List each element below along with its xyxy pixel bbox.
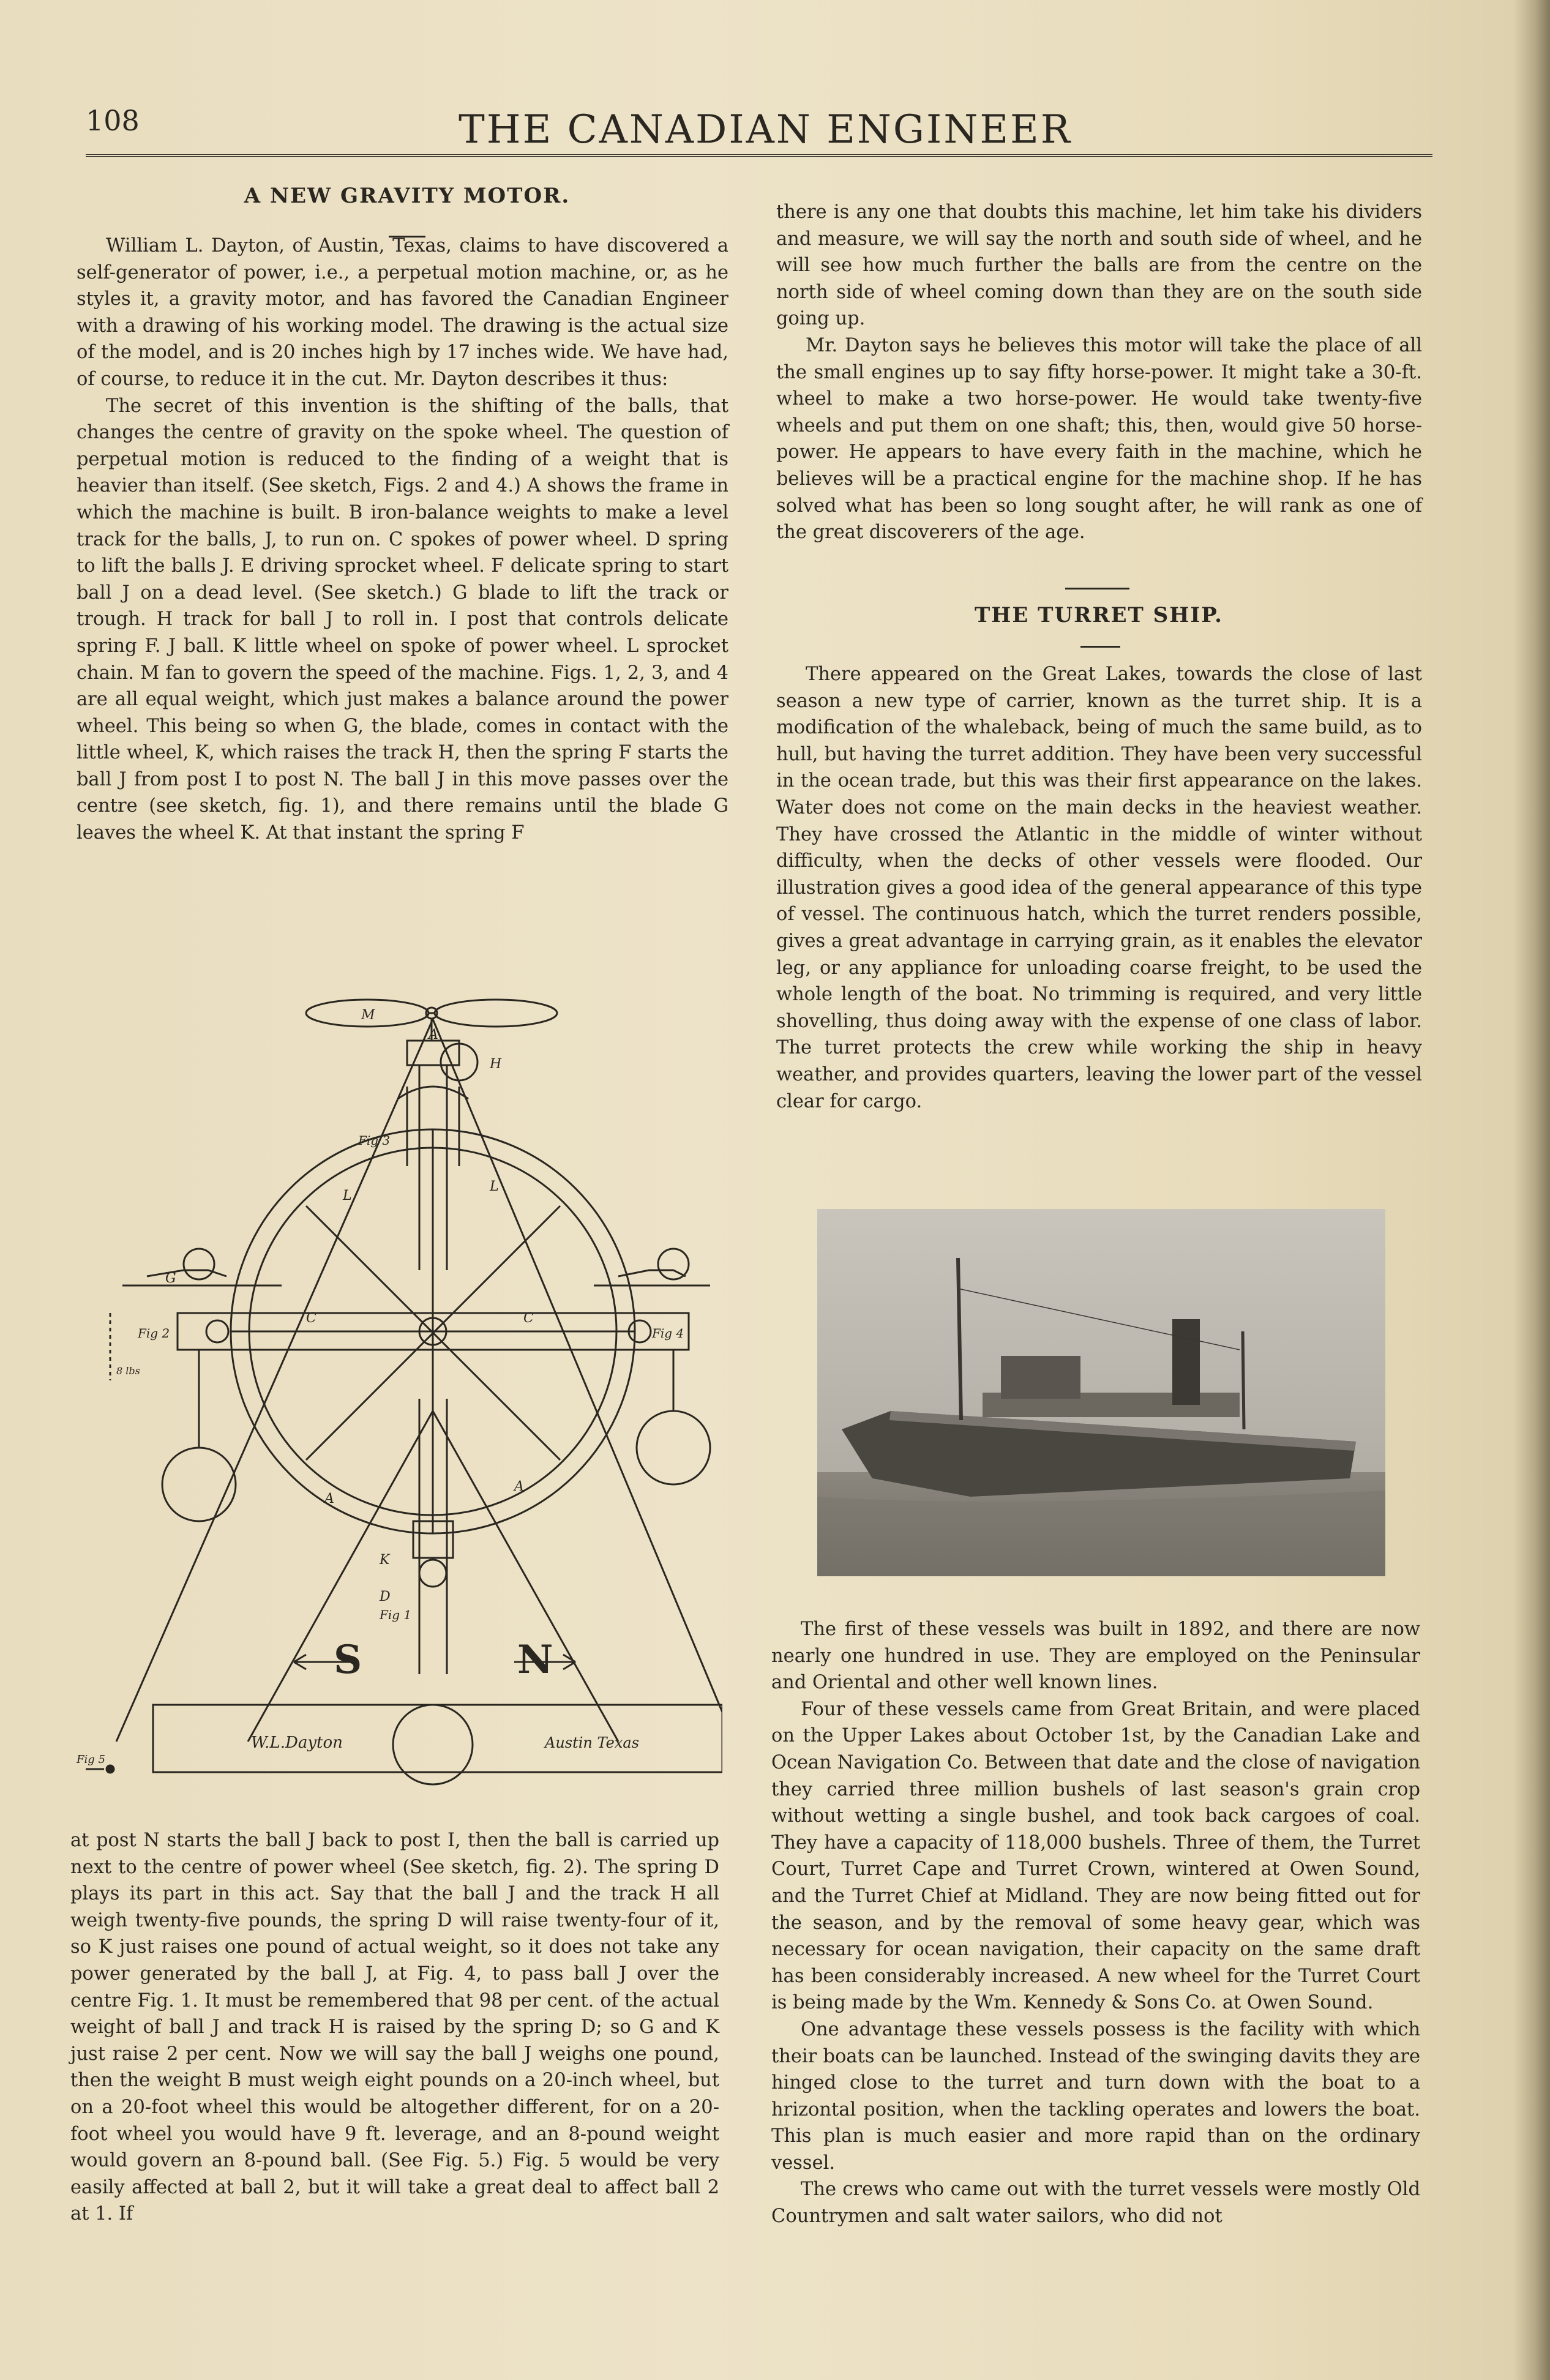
paragraph: The secret of this invention is the shifting of the balls, that changes the centre of gravity on the spoke wheel. The question of perpetual motion is reduced to the finding of a weight that is heavier than itself. (See sketch, Figs. 2 and 4.) A shows the frame in which the machine is built. B iron-balance weights to make a level track for the balls, J, to run on. C spokes of power wheel. D spring to lift the balls J. E driving sprocket wheel. F delicate spring to start ball J on a dead level. (See sketch.) G blade to lift the track or trough. H track for ball J to roll in. I post that controls delicate spring F. J ball. K little wheel on spoke of power wheel. L sprocket chain. M fan to govern the speed of the machine. Figs. 1, 2, 3, and 4 are all equal weight, which just makes a balance around the power wheel. This being so when G, the blade, comes in contact with the little wheel, K, which raises the track H, then the spring F starts the ball J from post I to post N. The ball J in this move passes over the centre (see sketch, fig. 1), and there remains until the blade G leaves the wheel K. At that instant the spring F	[77, 395, 728, 844]
page-binding-shadow	[1513, 0, 1550, 2380]
label-h-top: H	[490, 1057, 502, 1072]
label-a-left: A	[324, 1491, 334, 1506]
gravity-motor-figure	[67, 982, 722, 1803]
balance-weight-right	[637, 1411, 710, 1484]
label-c-right: C	[523, 1311, 534, 1326]
article-title-turret-ship: THE TURRET SHIP.	[974, 603, 1224, 627]
article-turret-ship-continued	[771, 1616, 1420, 2230]
header-rule	[86, 154, 1432, 157]
article-divider	[1065, 588, 1129, 589]
paragraph: There appeared on the Great Lakes, towards the close of last season a new type of carrier, known as the turret ship. It is a modification of the whaleback, being of much the same build, as to hull, but having the turret addition. They have been very successful in the ocean trade, but this was their first appearance on the lakes. Water does not come on the main decks in the heaviest weather. They have crossed the Atlantic in the middle of winter without difficulty, when the decks of other vessels were flooded. Our illustration gives a good idea of the general appearance of this type of vessel. The continuous hatch, which the turret renders possible, gives a great advantage in carrying grain, as it enables the elevator leg, or any appliance for unloading coarse freight, to be used the whole length of the boat. No trimming is required, and very little shovelling, thus doing away with the expense of one class of labor. The turret protects the crew while working the ship in heavy weather, and provides quarters, leaving the lower part of the vessel clear for cargo.	[776, 664, 1422, 1112]
paragraph: The first of these vessels was built in 1892, and there are now nearly one hundred in use. They are employed on the Peninsular and Oriental and other well known lines.	[771, 1618, 1420, 1694]
label-k: K	[380, 1552, 390, 1568]
gravity-motor-drawing	[67, 982, 722, 1803]
paragraph: there is any one that doubts this machine, let him take his dividers and measure, we will say the north and south side of wheel, and he will see how much further the balls are from the centre on the north side of wheel coming down than they are on the south side going up.	[776, 201, 1422, 330]
article-gravity-motor-continued	[70, 1827, 719, 2228]
label-fig3: Fig 3	[358, 1133, 391, 1148]
paragraph: The crews who came out with the turret vessels were mostly Old Countrymen and salt water sailors, who did not	[771, 2179, 1420, 2228]
label-fig2: Fig 2	[138, 1326, 170, 1341]
journal-title: THE CANADIAN ENGINEER	[459, 107, 1072, 152]
label-8lbs: 8 lbs	[116, 1365, 140, 1377]
label-g-left: G	[165, 1271, 176, 1286]
label-m: M	[361, 1008, 375, 1023]
article-gravity-motor-column2	[776, 199, 1422, 546]
label-a-top: A	[429, 1027, 438, 1042]
article-title-gravity-motor: A NEW GRAVITY MOTOR.	[244, 184, 571, 208]
signature-dayton: W.L.Dayton	[251, 1734, 343, 1752]
label-l-left: L	[343, 1188, 352, 1203]
label-fig1: Fig 1	[380, 1607, 412, 1622]
turret-ship-photo	[817, 1209, 1385, 1576]
label-c-left: C	[306, 1311, 316, 1326]
article-gravity-motor-body	[77, 233, 728, 847]
title-divider	[1080, 646, 1120, 648]
page-number: 108	[86, 104, 140, 137]
label-fig4: Fig 4	[652, 1326, 684, 1341]
label-fig5: Fig 5	[77, 1753, 105, 1766]
signature-place: Austin Texas	[545, 1734, 640, 1751]
label-d: D	[380, 1589, 391, 1604]
turret-ship-image	[817, 1209, 1385, 1576]
paragraph: William L. Dayton, of Austin, Texas, claims to have discovered a self-generator of power, i.e., a perpetual motion machine, or, as he styles it, a gravity motor, and has favored the Canadian Engineer with a drawing of his working model. The drawing is the actual size of the model, and is 20 inches high by 17 inches wide. We have had, of course, to reduce it in the cut. Mr. Dayton describes it thus:	[77, 235, 728, 390]
ball-right	[658, 1249, 689, 1279]
paragraph: Mr. Dayton says he believes this motor will take the place of all the small engines up to say fifty horse-power. It might take a 30-ft. wheel to make a two horse-power. He would take twenty-five wheels and put them on one shaft; this, then, would give 50 horse-power. He appears to have every faith in the machine, which he believes will be a practical engine for the machine shop. If he has solved what has been so long sought after, he will rank as one of the great discoverers of the age.	[776, 334, 1422, 544]
paragraph: Four of these vessels came from Great Britain, and were placed on the Upper Lakes about October 1st, by the Canadian Lake and Ocean Navigation Co. Between that date and the close of navigation they carried three million bushels of last season's grain crop without wetting a single bushel, and took back cargoes of coal. They have a capacity of 118,000 bushels. Three of them, the Turret Court, Turret Cape and Turret Crown, wintered at Owen Sound, and the Turret Chief at Midland. They are now being fitted out for the season, and by the removal of some heavy gear, which was necessary for ocean navigation, their capacity on the same draft has been considerably increased. A new wheel for the Turret Court is being made by the Wm. Kennedy & Sons Co. at Owen Sound.	[771, 1698, 1420, 2014]
fan-blade-right	[435, 1000, 557, 1027]
label-south: S	[334, 1637, 362, 1683]
label-a-right: A	[514, 1479, 524, 1494]
label-l-right: L	[490, 1179, 499, 1194]
paragraph: at post N starts the ball J back to post I, then the ball is carried up next to the centre of power wheel (See sketch, fig. 2). The spring D plays its part in this act. Say that the ball J and the track H all weigh twenty-five pounds, the spring D will raise twenty-four of it, so K just raises one pound of actual weight, so it does not take any power generated by the ball J, at Fig. 4, to pass ball J over the centre Fig. 1. It must be remembered that 98 per cent. of the actual weight of ball J and track H is raised by the spring D; so G and K just raise 2 per cent. Now we will say the ball J weighs one pound, then the weight B must weigh eight pounds on a 20-inch wheel, but on a 20-foot wheel this would be altogether different, for on a 20-foot wheel you would have 9 ft. leverage, and an 8-pound weight would govern an 8-pound ball. (See Fig. 5.) Fig. 5 would be very easily affected at ball 2, but it will take a great deal to affect ball 2 at 1. If	[70, 1830, 719, 2225]
balance-weight-left	[162, 1448, 236, 1521]
ball-left	[184, 1249, 214, 1279]
article-turret-ship-body	[776, 661, 1422, 1115]
paragraph: One advantage these vessels possess is the facility with which their boats can be launched. Instead of the swinging davits they are hinged close to the turret and turn down with the boat to a hrizontal position, when the tackling operates and lowers the boat. This plan is much easier and more rapid than on the ordinary vessel.	[771, 2018, 1420, 2174]
label-north: N	[517, 1637, 553, 1683]
